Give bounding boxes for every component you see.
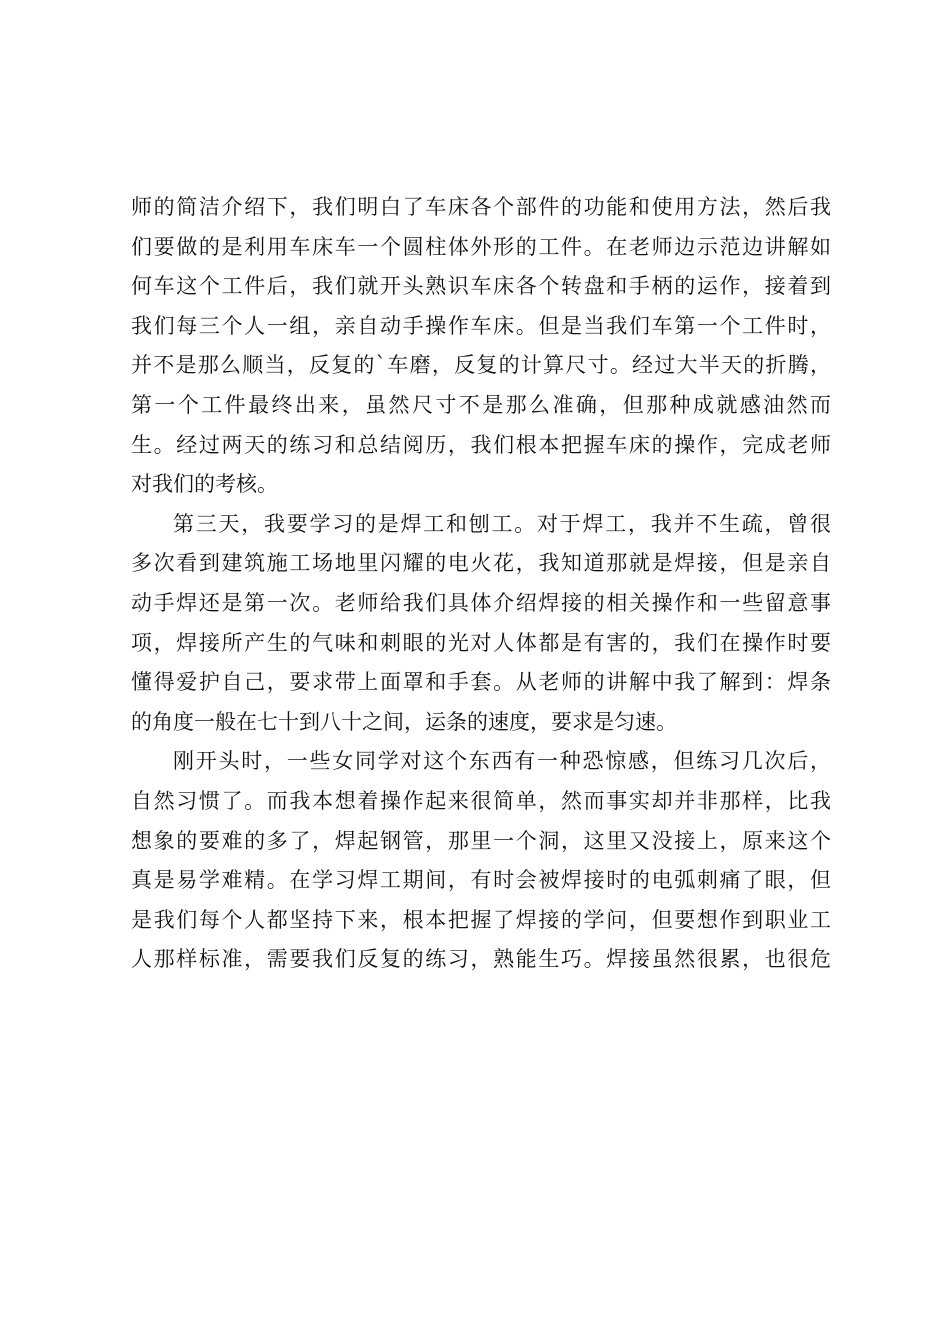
text-line: 的角度一般在七十到八十之间，运条的速度，要求是匀速。 bbox=[131, 709, 677, 734]
text-line: 第一个工件最终出来，虽然尺寸不是那么准确，但那种成就感油然而 bbox=[131, 392, 831, 417]
text-line: 项，焊接所产生的气味和刺眼的光对人体都是有害的，我们在操作时要 bbox=[131, 630, 831, 655]
text-line: 生。经过两天的练习和总结阅历，我们根本把握车床的操作，完成老师 bbox=[131, 432, 831, 457]
text-line: 自然习惯了。而我本想着操作起来很简单，然而事实却并非那样，比我 bbox=[131, 788, 831, 813]
text-line: 师的简洁介绍下，我们明白了车床各个部件的功能和使用方法，然后我 bbox=[131, 195, 831, 219]
text-line: 真是易学难精。在学习焊工期间，有时会被焊接时的电弧刺痛了眼，但 bbox=[131, 868, 831, 893]
text-line: 对我们的考核。 bbox=[131, 472, 278, 497]
text-line: 刚开头时，一些女同学对这个东西有一种恐惊感，但练习几次后， bbox=[173, 749, 831, 774]
paragraph-lathe bbox=[131, 188, 831, 505]
text-line: 们要做的是利用车床车一个圆柱体外形的工件。在老师边示范边讲解如 bbox=[131, 234, 831, 259]
text-line: 动手焊还是第一次。老师给我们具体介绍焊接的相关操作和一些留意事 bbox=[131, 590, 831, 615]
text-line: 想象的要难的多了，焊起钢管，那里一个洞，这里又没接上，原来这个 bbox=[131, 828, 831, 853]
paragraph-welding-intro bbox=[131, 505, 831, 743]
text-line: 并不是那么顺当，反复的`车磨，反复的计算尺寸。经过大半天的折腾， bbox=[131, 353, 831, 378]
text-line: 懂得爱护自己，要求带上面罩和手套。从老师的讲解中我了解到：焊条 bbox=[131, 670, 831, 695]
text-line: 人那样标准，需要我们反复的练习，熟能生巧。焊接虽然很累，也很危 bbox=[131, 947, 831, 972]
text-line: 第三天，我要学习的是焊工和刨工。对于焊工，我并不生疏，曾很 bbox=[173, 511, 831, 536]
document-body bbox=[131, 188, 831, 980]
text-line: 多次看到建筑施工场地里闪耀的电火花，我知道那就是焊接，但是亲自 bbox=[131, 551, 831, 576]
text-line: 是我们每个人都坚持下来，根本把握了焊接的学问，但要想作到职业工 bbox=[131, 907, 831, 932]
text-line: 何车这个工件后，我们就开头熟识车床各个转盘和手柄的运作，接着到 bbox=[131, 274, 831, 299]
text-line: 我们每三个人一组，亲自动手操作车床。但是当我们车第一个工件时， bbox=[131, 313, 831, 338]
paragraph-welding-practice bbox=[131, 742, 831, 980]
